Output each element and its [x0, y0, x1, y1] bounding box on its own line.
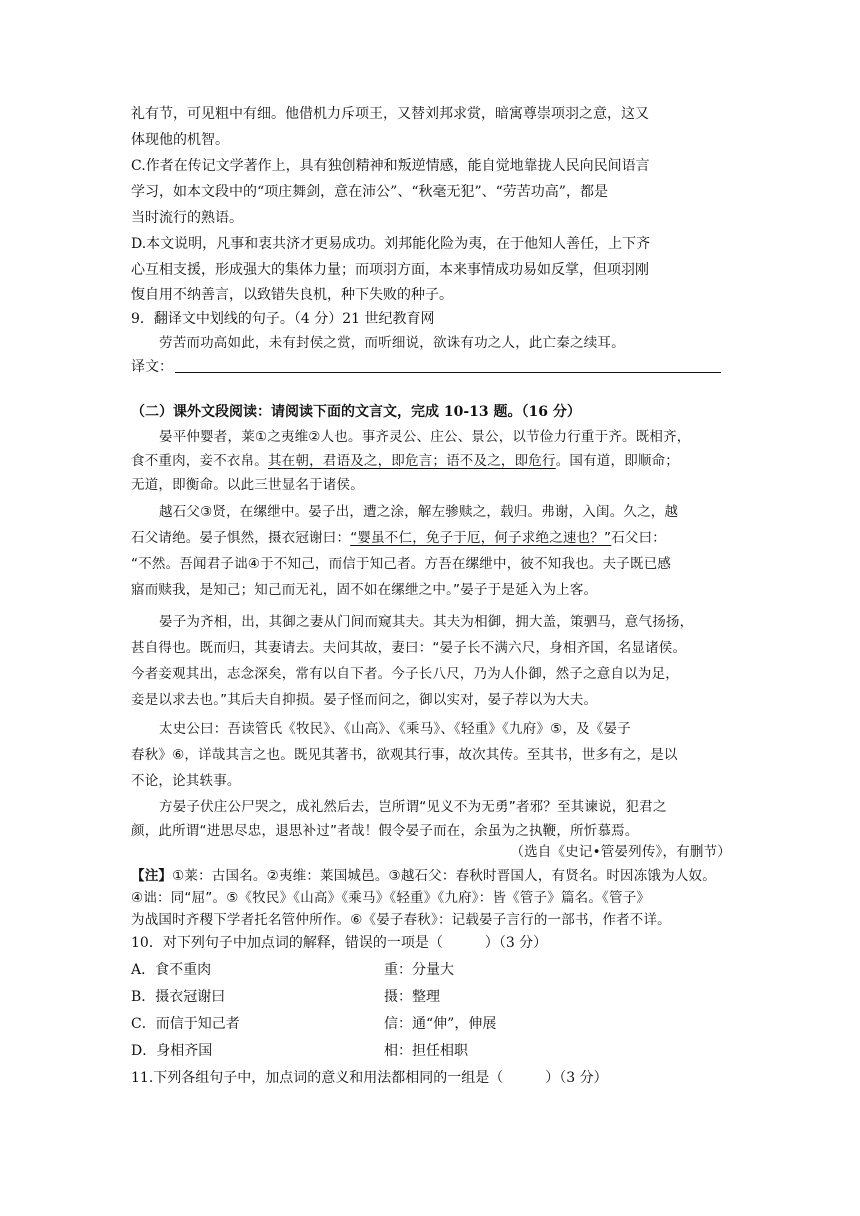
- passage-line: 越石父③贤，在缧绁中。晏子出，遭之涂，解左骖赎之，载归。弗谢，入闺。久之，越: [159, 504, 679, 520]
- passage-line: 晏平仲婴者，莱①之夷维②人也。事齐灵公、庄公、景公，以节俭力行重于齐。既相齐，: [159, 429, 691, 445]
- question-9: 9．翻译文中划线的句子。（4 分）21 世纪教育网: [131, 311, 435, 327]
- passage-line: 晏子为齐相，出，其御之妻从门间而窥其夫。其夫为相御，拥大盖，策驷马，意气扬扬，: [159, 614, 694, 630]
- underlined-sentence: “婴虽不仁，免子于厄，何子求绝之速也？”: [350, 530, 612, 546]
- question-11: 11.下列各组句子中，加点词的意义和用法都相同的一组是（ ）（3 分）: [131, 1070, 608, 1086]
- passage-line: 石父请绝。晏子惧然，摄衣冠谢曰：“婴虽不仁，免子于厄，何子求绝之速也？”石父曰：: [131, 530, 667, 546]
- underlined-sentence: 其在朝，君语及之，即危言；语不及之，即危行: [268, 453, 556, 469]
- paragraph-line: 体现他的机智。: [131, 132, 229, 148]
- option-c-text: C.作者在传记文学著作上，具有独创精神和叛逆情感，能自觉地靠拢人民向民间语言: [131, 158, 650, 174]
- passage-line: “不然。吾闻君子诎④于不知己，而信于知己者。方吾在缧绁中，彼不知我也。夫子既已感: [131, 556, 672, 572]
- paragraph-line: 礼有节，可见粗中有细。他借机力斥项王，又替刘邦求赏，暗寓尊崇项羽之意，这又: [131, 106, 649, 122]
- passage-line: 不论，论其轶事。: [131, 773, 241, 789]
- passage-line: 春秋》⑥，详哉其言之也。既见其著书，欲观其行事，故次其传。至其书，世多有之，是以: [131, 747, 678, 763]
- passage-line: 寤而赎我，是知己；知己而无礼，固不如在缧绁之中。”晏子于是延入为上客。: [131, 582, 598, 598]
- source-citation: （选自《史记•管晏列传》，有删节）: [510, 844, 731, 860]
- passage-line: 颜，此所谓“进思尽忠，退思补过”者哉！假令晏子而在，余虽为之执鞭，所忻慕焉。: [131, 823, 639, 839]
- passage-line: 甚自得也。既而归，其妻请去。夫问其故，妻曰：“晏子长不满六尺，身相齐国，名显诸侯。: [131, 640, 687, 656]
- passage-line: 太史公曰：吾读管氏《牧民》、《山高》、《乘马》、《轻重》《九府》⑤，及《晏子: [159, 721, 631, 737]
- paragraph-line: 当时流行的熟语。: [131, 210, 243, 226]
- notes-line: 【注】①莱：古国名。②夷维：莱国城邑。③越石父：春秋时晋国人，有贤名。时因冻饿为人奴。: [131, 868, 716, 884]
- question-10: 10．对下列句子中加点词的解释，错误的一项是（ ）（3 分）: [131, 935, 548, 951]
- passage-line: 妾是以求去也。”其后夫自抑损。晏子怪而问之，御以实对，晏子荐以为大夫。: [131, 692, 598, 708]
- section-heading: （二）课外文段阅读：请阅读下面的文言文，完成 10-13 题。（16 分）: [131, 404, 581, 420]
- option-d-text: D.本文说明，凡事和衷共济才更易成功。刘邦能化险为夷，在于他知人善任，上下齐: [131, 236, 651, 252]
- paragraph-line: 心互相支援，形成强大的集体力量；而项羽方面，本来事情成功易如反掌，但项羽刚: [131, 262, 649, 278]
- passage-line: 无道，即衡命。以此三世显名于诸侯。: [131, 477, 364, 493]
- paragraph-line: 愎自用不纳善言，以致错失良机，种下失败的种子。: [131, 287, 453, 303]
- passage-line: 食不重肉，妾不衣帛。其在朝，君语及之，即危言；语不及之，即危行。国有道，即顺命；: [131, 453, 680, 469]
- translation-label: 译文：: [131, 359, 173, 375]
- notes-line: ④诎：同“屈”。⑤《牧民》《山高》《乘马》《轻重》《九府》：皆《管子》篇名。《管子》: [131, 890, 651, 906]
- answer-blank-line[interactable]: [175, 372, 721, 373]
- document-page: 礼有节，可见粗中有细。他借机力斥项王，又替刘邦求赏，暗寓尊崇项羽之意，这又 体现他的机智。 C.作者在传记文学著作上，具有独创精神和叛逆情感，能自觉地靠拢人民向民间语言 学习，如本文段中的“项庄舞剑，意在沛公”、“秋毫无犯”、“劳苦功高”，都是 当时流行的熟语。 D.本文说明，凡事和衷共济才更易成功。刘邦能化险为夷，在于他知人善任，上下齐 心互相支援，形成强大的集体力量；而项羽方面，本来事情成功易如反掌，但项羽刚 愎自用不纳善言，以致错失良机，种下失败的种子。 9．翻译文中划线的句子。（4 分）21 世纪教育网 劳苦而功高如此，未有封侯之赏，而听细说，欲诛有功之人，此亡秦之续耳。 译文： （二）课外文段阅读：请阅读下面的文言文，完成 10-13 题。（16 分） 晏平仲婴者，莱①之夷维②人也。事齐灵公、庄公、景公，以节俭力行重于齐。既相齐， 食不重肉，妾不衣帛。其在朝，君语及之，即危言；语不及之，即危行。国有道，即顺命； 无道，即衡命。以此三世显名于诸侯。 越石父③贤，在缧绁中。晏子出，遭之涂，解左骖赎之，载归。弗谢，入闺。久之，越 石父请绝。晏子惧然，摄衣冠谢曰：“婴虽不仁，免子于厄，何子求绝之速也？”石父曰： “不然。吾闻君子诎④于不知己，而信于知己者。方吾在缧绁中，彼不知我也。夫子既已感 寤而赎我，是知己；知己而无礼，固不如在缧绁之中。”晏子于是延入为上客。 晏子为齐相，出，其御之妻从门间而窥其夫。其夫为相御，拥大盖，策驷马，意气扬扬， 甚自得也。既而归，其妻请去。夫问其故，妻曰：“晏子长不满六尺，身相齐国，名显诸侯。 今者妾观其出，志念深矣，常有以自下者。今子长八尺，乃为人仆御，然子之意自以为足， 妾是以求去也。”其后夫自抑损。晏子怪而问之，御以实对，晏子荐以为大夫。 太史公曰：吾读管氏《牧民》、《山高》、《乘马》、《轻重》《九府》⑤，及《晏子 春秋》⑥，详哉其言之也。既见其著书，欲观其行事，故次其传。至其书，世多有之，是以 不论，论其轶事。 方晏子伏庄公尸哭之，成礼然后去，岂所谓“见义不为无勇”者邪？至其谏说，犯君之 颜，此所谓“进思尽忠，退思补过”者哉！假令晏子而在，余虽为之执鞭，所忻慕焉。 （选自《史记•管晏列传》，有删节） 【注】①莱：古国名。②夷维：莱国城邑。③越石父：春秋时晋国人，有贤名。时因冻饿为人奴。 ④诎：同“屈”。⑤《牧民》《山高》《乘马》《轻重》《九府》：皆《管子》篇名。《管子》 为战国时齐稷下学者托名管仲所作。⑥《晏子春秋》：记载晏子言行的一部书，作者不详。 10．对下列句子中加点词的解释，错误的一项是（ ）（3 分） A．食不重肉 重：分量大 B．摄衣冠谢曰 摄：整理 C．而信于知己者 信：通“伸”，伸展 D．身相齐国 相：担任相职 11.下列各组句子中，加点词的意义和用法都相同的一组是（ ）（3 分）: [0, 0, 860, 1216]
- paragraph-line: 学习，如本文段中的“项庄舞剑，意在沛公”、“秋毫无犯”、“劳苦功高”，都是: [131, 184, 608, 200]
- notes-line: 为战国时齐稷下学者托名管仲所作。⑥《晏子春秋》：记载晏子言行的一部书，作者不详。: [131, 912, 671, 928]
- notes-label: 【注】: [131, 868, 173, 884]
- translation-sentence: 劳苦而功高如此，未有封侯之赏，而听细说，欲诛有功之人，此亡秦之续耳。: [159, 335, 625, 351]
- passage-line: 今者妾观其出，志念深矣，常有以自下者。今子长八尺，乃为人仆御，然子之意自以为足，: [131, 666, 679, 682]
- passage-line: 方晏子伏庄公尸哭之，成礼然后去，岂所谓“见义不为无勇”者邪？至其谏说，犯君之: [159, 799, 667, 815]
